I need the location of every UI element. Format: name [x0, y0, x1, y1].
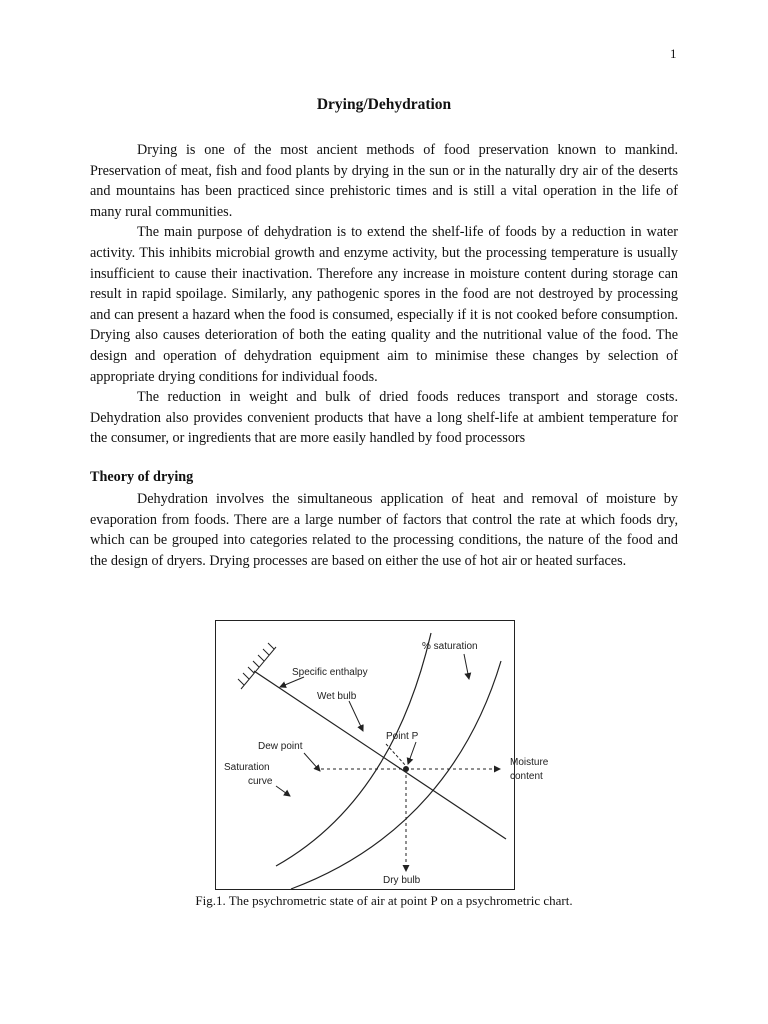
label-moisture-2: content	[510, 771, 543, 782]
enthalpy-line	[254, 671, 506, 839]
paragraph-1: Drying is one of the most ancient methods of food preservation known to mankind. Preservation of meat, fish and food plants by drying in the sun or in the naturally dry air of the deserts and mountains has been practiced since prehistoric times and is still a vital operation in the life of many rural communities.	[90, 142, 678, 220]
label-sat-curve-2: curve	[248, 776, 273, 787]
section-heading: Theory of drying	[90, 469, 194, 485]
paragraph-2: The main purpose of dehydration is to extend the shelf-life of foods by a reduction in water activity. This inhibits microbial growth and enzyme activity, but the processing temperature is usually insufficient to cause their inactivation. Therefore any increase in moisture content during storage can result in rapid spoilage. Similarly, any pathogenic spores in the food are not destroyed by processing and can present a hazard when the food is consumed, especially if it is not cooked before consumption. Drying also causes deterioration of both the eating quality and the nutritional value of the food. The design and operation of dehydration equipment aim to minimise these changes by selection of appropriate drying conditions for individual foods.	[90, 224, 678, 385]
intro-section	[90, 140, 678, 449]
psychrometric-chart	[216, 621, 549, 891]
label-point-p: Point P	[386, 731, 419, 742]
theory-section	[90, 489, 678, 571]
label-dew-point: Dew point	[258, 741, 303, 752]
psychrometric-figure	[215, 620, 549, 890]
theory-paragraph: Dehydration involves the simultaneous application of heat and removal of moisture by evaporation from foods. There are a large number of factors that control the rate at which foods dry, which can be grouped into categories related to the processing conditions, the nature of the food and the design of dryers. Drying processes are based on either the use of hot air or heated surfaces.	[90, 491, 678, 569]
label-dry-bulb: Dry bulb	[383, 875, 421, 886]
label-saturation: % saturation	[422, 641, 478, 652]
label-wet-bulb: Wet bulb	[317, 691, 357, 702]
label-moisture-1: Moisture	[510, 757, 549, 768]
figure-caption: Fig.1. The psychrometric state of air at point P on a psychrometric chart.	[195, 893, 573, 908]
label-sat-curve-1: Saturation	[224, 762, 270, 773]
paragraph-3: The reduction in weight and bulk of dried foods reduces transport and storage costs. Dehydration also provides convenient products that have a long shelf-life at ambient temperature for the consumer, or ingredients that are more easily handled by food processors	[90, 389, 678, 447]
label-enthalpy: Specific enthalpy	[292, 667, 368, 678]
page-title: Drying/Dehydration	[316, 96, 452, 113]
page-number: 1	[670, 46, 677, 61]
